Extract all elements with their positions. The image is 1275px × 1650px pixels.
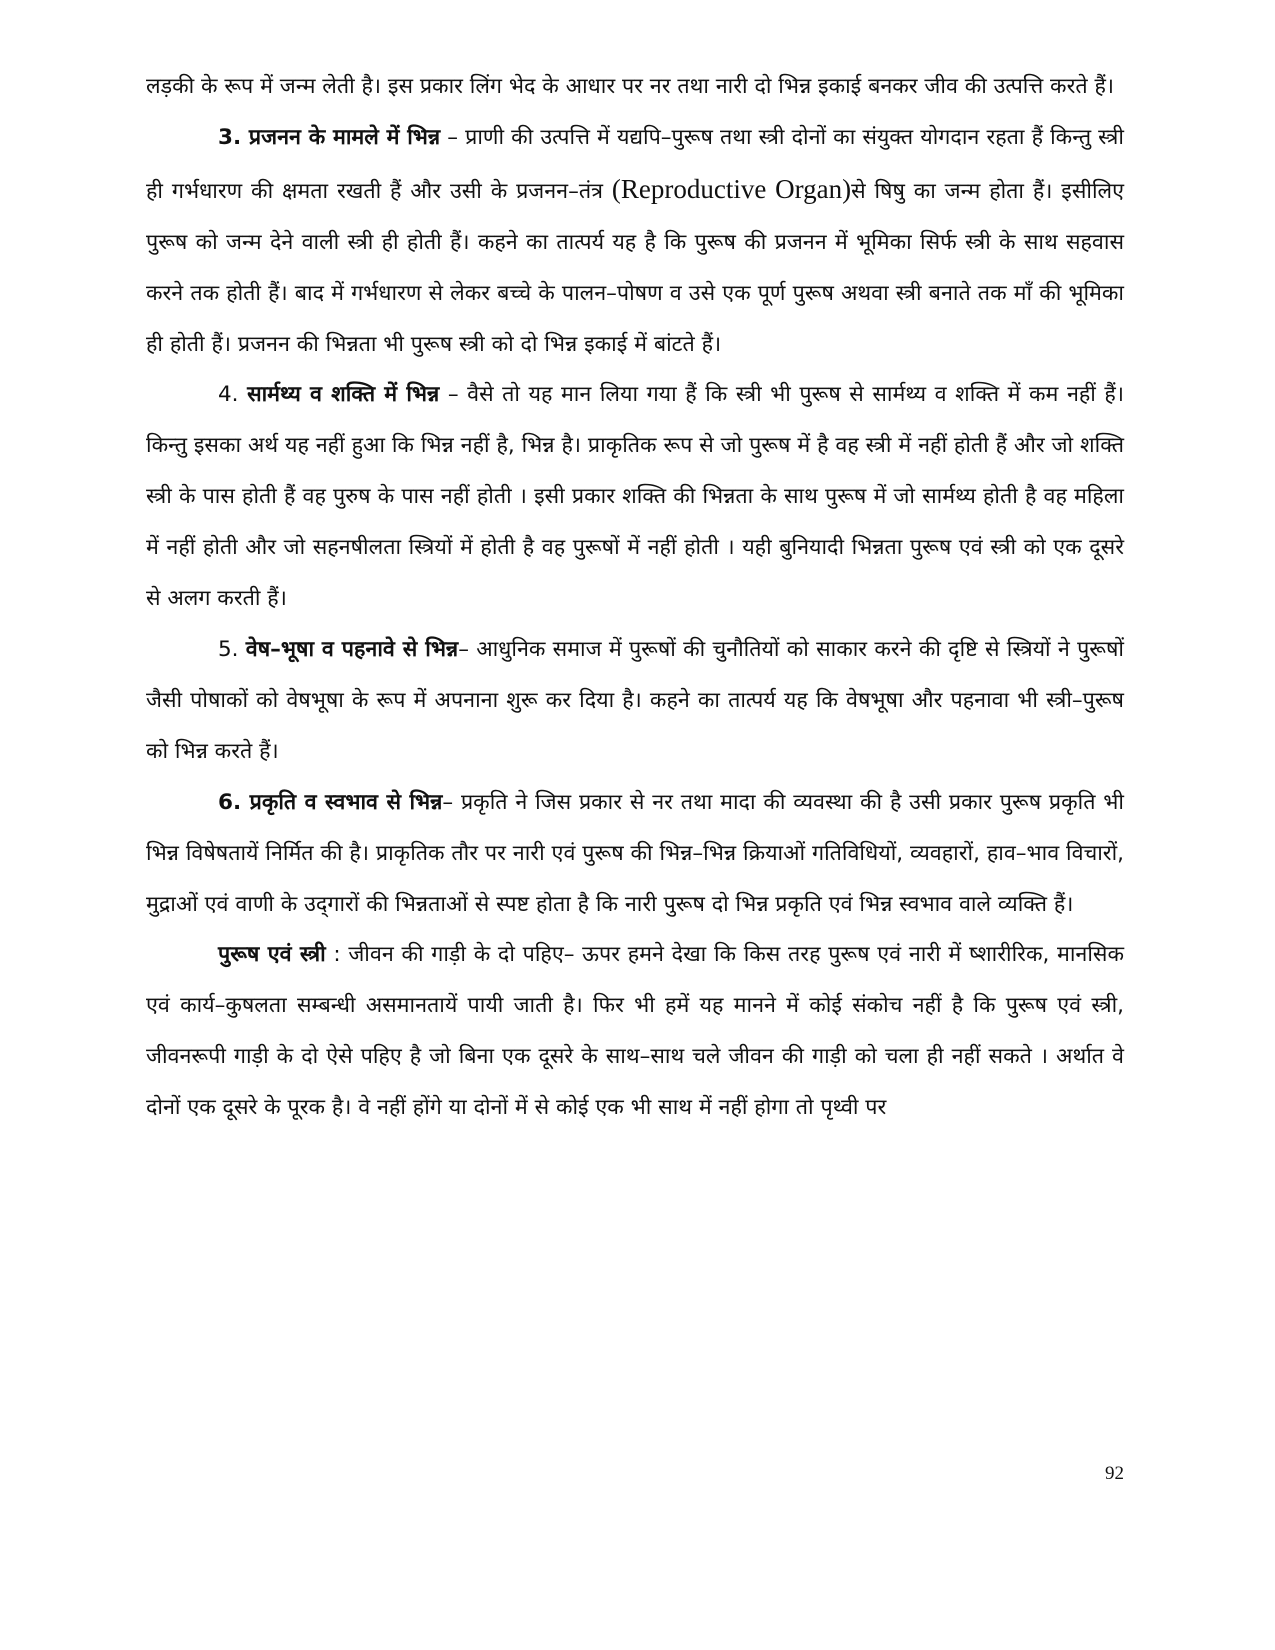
- heading-reproduction: 3. प्रजनन के मामले में भिन्न: [218, 124, 441, 150]
- text-man-woman: : जीवन की गाड़ी के दो पहिए– ऊपर हमने देखा कि किस तरह पुरूष एवं नारी में ष्शारीरिक, मानसिक एवं कार्य–कुषलता सम्बन्धी असमानतायें पायी जाती है। फिर भी हमें यह मानने में कोई संकोच नहीं है कि पुरूष एवं स्त्री, जीवनरूपी गाड़ी के दो ऐसे पहिए है जो बिना एक दूसरे के साथ–साथ चले जीवन की गाड़ी को चला ही नहीं सकते । अर्थात वे दोनों एक दूसरे के पूरक है। वे नहीं होंगे या दोनों में से कोई एक भी साथ में नहीं होगा तो पृथ्वी पर: [146, 942, 1124, 1121]
- number-strength: 4.: [218, 382, 248, 408]
- text-reproduction-b: से षिषु का जन्म होता हैं। इसीलिए पुरूष को जन्म देने वाली स्त्री ही होती हैं। कहने का तात्पर्य यह है कि पुरूष की प्रजनन में भूमिका सिर्फ स्त्री के साथ सहवास करने तक होती हैं। बाद में गर्भधारण से लेकर बच्चे के पालन–पोषण व उसे एक पूर्ण पुरूष अथवा स्त्री बनाते तक माँ की भूमिका ही होती हैं। प्रजनन की भिन्नता भी पुरूष स्त्री को दो भिन्न इकाई में बांटते हैं।: [146, 178, 1124, 357]
- paragraph-continuation: लड़की के रूप में जन्म लेती है। इस प्रकार लिंग भेद के आधार पर नर तथा नारी दो भिन्न इकाई बनकर जीव की उत्पत्ति करते हैं।: [146, 74, 1115, 99]
- page-body: [146, 62, 1124, 1134]
- text-strength: – वैसे तो यह मान लिया गया हैं कि स्त्री भी पुरूष से सार्मथ्य व शक्ति में कम नहीं हैं। किन्तु इसका अर्थ यह नहीं हुआ कि भिन्न नहीं है, भिन्न है। प्राकृतिक रूप से जो पुरूष में है वह स्त्री में नहीं होती हैं और जो शक्ति स्त्री के पास होती हैं वह पुरुष के पास नहीं होती । इसी प्रकार शक्ति की भिन्नता के साथ पुरूष में जो सार्मथ्य होती है वह महिला में नहीं होती और जो सहनषीलता स्त्रियों में होती है वह पुरूषों में नहीं होती । यही बुनियादी भिन्नता पुरूष एवं स्त्री को एक दूसरे से अलग करती हैं।: [146, 382, 1124, 612]
- number-attire: 5.: [218, 636, 246, 662]
- paragraph-reproduction: [146, 113, 1124, 371]
- page-number: 92: [1105, 1463, 1124, 1484]
- english-term: (Reproductive Organ): [611, 173, 852, 204]
- paragraph-nature: [146, 778, 1124, 931]
- heading-attire: वेष–भूषा व पहनावे से भिन्न: [245, 636, 459, 662]
- paragraph-attire: [146, 625, 1124, 778]
- text-attire: – आधुनिक समाज में पुरूषों की चुनौतियों को साकार करने की दृष्टि से स्त्रियों ने पुरूषों जैसी पोषाकों को वेषभूषा के रूप में अपनाना शुरू कर दिया है। कहने का तात्पर्य यह कि वेषभूषा और पहनावा भी स्त्री–पुरूष को भिन्न करते हैं।: [146, 636, 1124, 764]
- paragraph-strength: [146, 370, 1124, 625]
- heading-nature: 6. प्रकृति व स्वभाव से भिन्न: [218, 789, 443, 815]
- heading-man-woman: पुरूष एवं स्त्री: [218, 942, 326, 968]
- heading-strength: सार्मथ्य व शक्ति में भिन्न: [247, 382, 440, 408]
- paragraph-man-woman: [146, 930, 1124, 1134]
- text-nature: – प्रकृति ने जिस प्रकार से नर तथा मादा की व्यवस्था की है उसी प्रकार पुरूष प्रकृति भी भिन्न विषेषतायें निर्मित की है। प्राकृतिक तौर पर नारी एवं पुरूष की भिन्न–भिन्न क्रियाओं गतिविधियों, व्यवहारों, हाव–भाव विचारों, मुद्राओं एवं वाणी के उद्‌गारों की भिन्नताओं से स्पष्ट होता है कि नारी पुरूष दो भिन्न प्रकृति एवं भिन्न स्वभाव वाले व्यक्ति हैं।: [146, 789, 1124, 917]
- text-reproduction-a: – प्राणी की उत्पत्ति में यद्यपि–पुरूष तथा स्त्री दोनों का संयुक्त योगदान रहता हैं किन्तु स्त्री ही गर्भधारण की क्षमता रखती हैं और उसी के प्रजनन–तंत्र: [146, 124, 1124, 204]
